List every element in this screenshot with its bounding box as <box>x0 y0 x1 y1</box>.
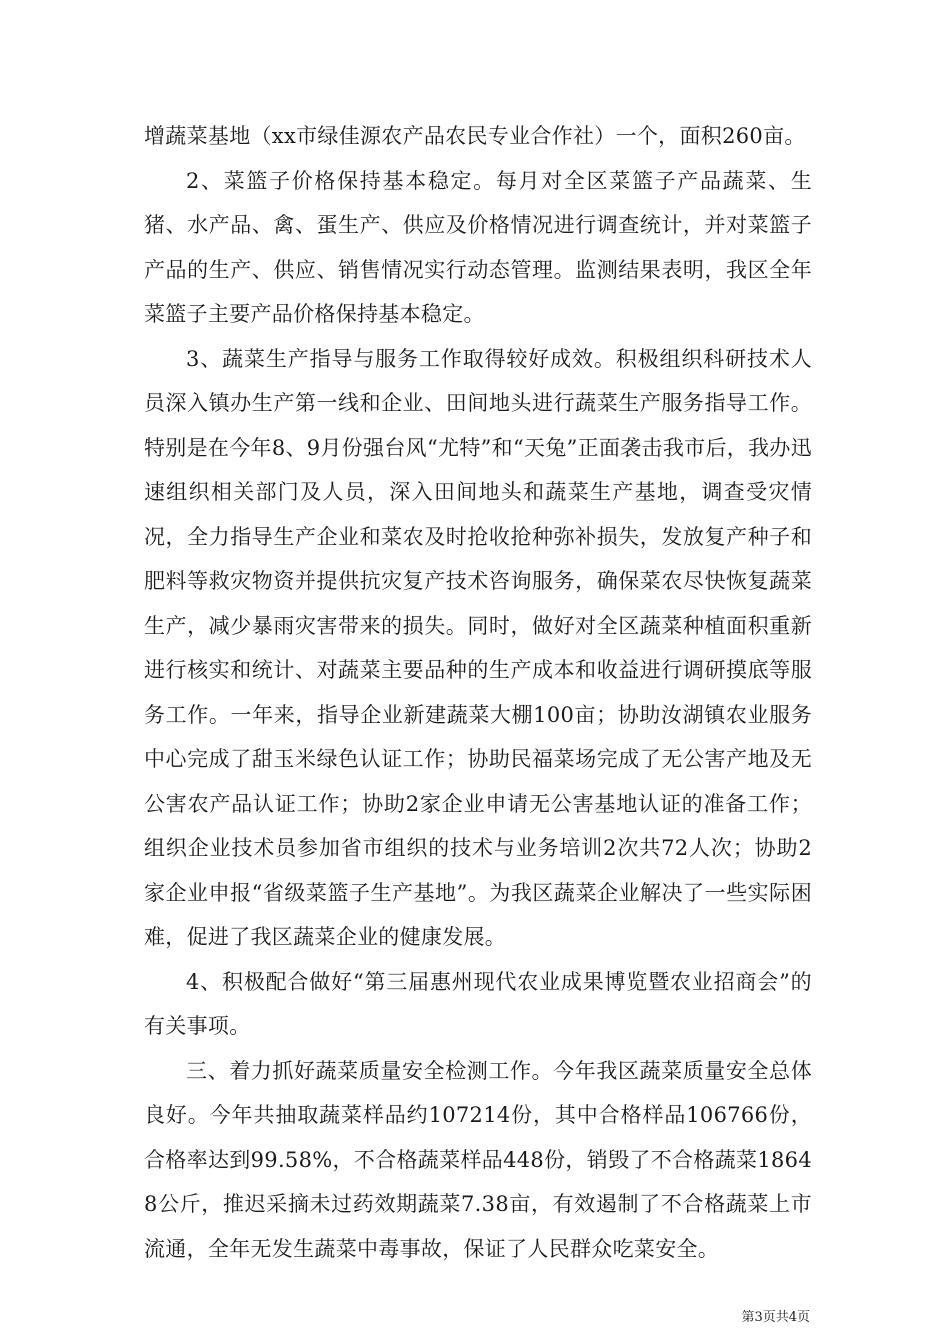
document-body <box>144 114 812 1271</box>
paragraph-expo: 4、积极配合做好“第三届惠州现代农业成果博览暨农业招商会”的有关事项。 <box>144 969 812 1038</box>
paragraph-continuation: 增蔬菜基地（xx市绿佳源农产品农民专业合作社）一个，面积260亩。 <box>144 124 806 148</box>
paragraph-production-guidance: 3、蔬菜生产指导与服务工作取得较好成效。积极组织科研技术人员深入镇办生产第一线和企业、田间地头进行蔬菜生产服务指导工作。特别是在今年8、9月份强台风“尤特”和“天兔”正面袭击我市后，我办迅速组织相关部门及人员，深入田间地头和蔬菜生产基地，调查受灾情况，全力指导生产企业和菜农及时抢收抢种弥补损失，发放复产种子和肥料等救灾物资并提供抗灾复产技术咨询服务，确保菜农尽快恢复蔬菜生产，减少暴雨灾害带来的损失。同时，做好对全区蔬菜种植面积重新进行核实和统计、对蔬菜主要品种的生产成本和收益进行调研摸底等服务工作。一年来，指导企业新建蔬菜大棚100亩；协助汝湖镇农业服务中心完成了甜玉米绿色认证工作；协助民福菜场完成了无公害产地及无公害农产品认证工作；协助2家企业申请无公害基地认证的准备工作；组织企业技术员参加省市组织的技术与业务培训2次共72人次；协助2家企业申报“省级菜篮子生产基地”。为我区蔬菜企业解决了一些实际困难，促进了我区蔬菜企业的健康发展。 <box>144 346 812 949</box>
paragraph-price-stability: 2、菜篮子价格保持基本稳定。每月对全区菜篮子产品蔬菜、生猪、水产品、禽、蛋生产、供应及价格情况进行调查统计，并对菜篮子产品的生产、供应、销售情况实行动态管理。监测结果表明，我区全年菜篮子主要产品价格保持基本稳定。 <box>144 168 812 326</box>
page-number-footer: 第3页共4页 <box>741 1310 810 1325</box>
paragraph-quality-inspection: 三、着力抓好蔬菜质量安全检测工作。今年我区蔬菜质量安全总体良好。今年共抽取蔬菜样品约107214份，其中合格样品106766份，合格率达到99.58%，不合格蔬菜样品448份，销毁了不合格蔬菜18648公斤，推迟采摘未过药效期蔬菜7.38亩，有效遏制了不合格蔬菜上市流通，全年无发生蔬菜中毒事故，保证了人民群众吃菜安全。 <box>144 1058 812 1261</box>
